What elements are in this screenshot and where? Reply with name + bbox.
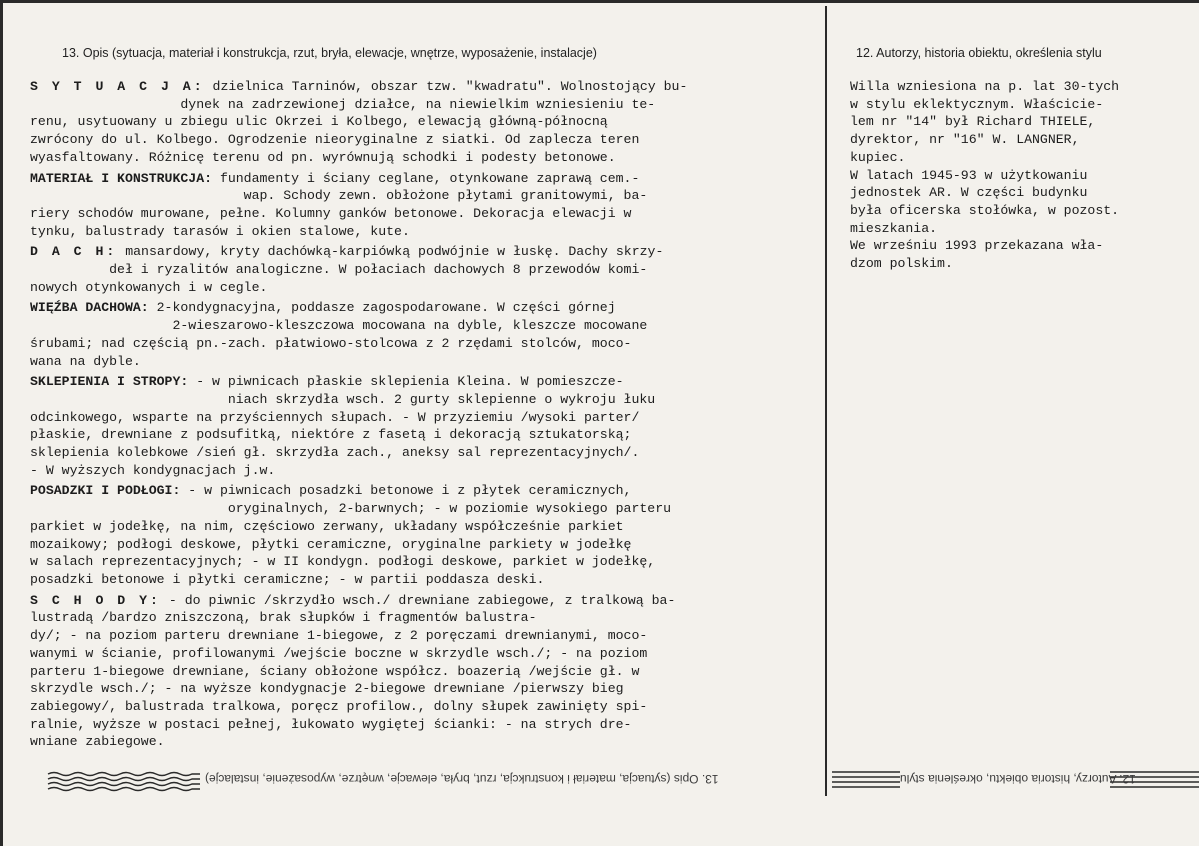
section-text: 2-wieszarowo-kleszczowa mocowana na dyble, kleszcze mocowane: [30, 318, 648, 334]
section-text: śrubami; nad częścią pn.-zach. płatwiowo-stolcowa z 2 rzędami stolców, moco-: [30, 335, 632, 351]
section-text: 2-kondygnacyjna, poddasze zagospodarowane. W części górnej: [148, 300, 616, 316]
history-line: We wrześniu 1993 przekazana wła-: [850, 238, 1104, 254]
history-line: dyrektor, nr "16" W. LANGNER,: [850, 132, 1080, 148]
card-footer: [0, 768, 1199, 796]
section-line: [30, 592, 820, 610]
section-text: lustradą /bardzo zniszczoną, brak słupków i fragmentów balustra-: [30, 610, 537, 626]
section-line: [30, 391, 820, 409]
section-line: [30, 205, 820, 223]
section-label: D A C H:: [30, 244, 118, 260]
section-line: [30, 426, 820, 444]
section-text: deł i ryzalitów analogiczne. W połaciach dachowych 8 przewodów komi-: [30, 262, 648, 278]
section-line: [30, 518, 820, 536]
section-block: [30, 243, 820, 296]
section-line: [30, 223, 820, 241]
section-block: [30, 78, 820, 167]
section-label: SKLEPIENIA I STROPY:: [30, 374, 189, 390]
section-text: - w piwnicach posadzki betonowe i z płytek ceramicznych,: [180, 483, 632, 499]
section-block: [30, 482, 820, 588]
section-line: [30, 536, 820, 554]
section-block: [30, 373, 820, 479]
section-text: riery schodów murowane, pełne. Kolumny ganków betonowe. Dekoracja elewacji w: [30, 205, 632, 221]
section-line: [30, 500, 820, 518]
history-line: lem nr "14" był Richard THIELE,: [850, 114, 1096, 130]
section-line: [30, 187, 820, 205]
section-line: [30, 113, 820, 131]
section-text: skrzydle wsch./; - na wyższe kondygnacje 2-biegowe drewniane /pierwszy bieg: [30, 681, 624, 697]
section-text: w salach reprezentacyjnych; - w II kondygn. podłogi deskowe, parkiet w jodełkę,: [30, 554, 656, 570]
section-line: [30, 131, 820, 149]
section-text: - w piwnicach płaskie sklepienia Kleina. W pomieszcze-: [188, 374, 624, 390]
section-line: [30, 335, 820, 353]
section-label: POSADZKI I PODŁOGI:: [30, 483, 181, 499]
description-column-header: 13. Opis (sytuacja, materiał i konstrukcja, rzut, bryła, elewacje, wnętrze, wyposażenie, instalacje): [62, 46, 597, 60]
section-line: [30, 571, 820, 589]
history-line: jednostek AR. W części budynku: [850, 185, 1088, 201]
section-line: [30, 279, 820, 297]
section-text: - W wyższych kondygnacjach j.w.: [30, 462, 276, 478]
section-text: wap. Schody zewn. obłożone płytami granitowymi, ba-: [30, 188, 648, 204]
section-label: S C H O D Y:: [30, 592, 161, 608]
history-line: mieszkania.: [850, 220, 938, 236]
section-text: dzielnica Tarninów, obszar tzw. "kwadratu". Wolnostojący bu-: [204, 79, 688, 94]
section-text: posadzki betonowe i płytki ceramiczne; - w partii poddasza deski.: [30, 571, 545, 587]
section-block: [30, 170, 820, 241]
section-text: niach skrzydła wsch. 2 gurty sklepienne o wykroju łuku: [30, 391, 656, 407]
section-text: wniane zabiegowe.: [30, 734, 165, 750]
section-line: [30, 609, 820, 627]
section-text: odcinkowego, wsparte na przyściennych słupach. - W przyziemiu /wysoki parter/: [30, 409, 640, 425]
section-line: [30, 261, 820, 279]
section-text: płaskie, drewniane z podsufitką, niektóre z fasetą i dekoracją sztukatorską;: [30, 427, 632, 443]
section-line: [30, 698, 820, 716]
section-text: zwrócony do ul. Kolbego. Ogrodzenie nieoryginalne z siatki. Od zaplecza teren: [30, 132, 640, 148]
section-text: wanymi w ścianie, profilowanymi /wejście boczne w skrzydle wsch./; - na poziom: [30, 645, 648, 661]
section-text: - do piwnic /skrzydło wsch./ drewniane zabiegowe, z tralkową ba-: [160, 592, 676, 608]
section-text: wyasfaltowany. Różnicę terenu od pn. wyrównują schodki i podesty betonowe.: [30, 149, 616, 165]
left-border: [0, 0, 3, 846]
section-line: [30, 353, 820, 371]
section-text: dynek na zadrzewionej działce, na niewielkim wzniesieniu te-: [30, 96, 656, 112]
section-text: tynku, balustrady tarasów i okien stalowe, kute.: [30, 223, 410, 239]
section-line: [30, 444, 820, 462]
history-line: Willa wzniesiona na p. lat 30-tych: [850, 79, 1120, 94]
history-line: w stylu eklektycznym. Właściciе-: [850, 96, 1104, 112]
section-text: wana na dyble.: [30, 353, 141, 369]
section-text: dy/; - na poziom parteru drewniane 1-biegowe, z 2 poręczami drewnianymi, moco-: [30, 628, 648, 644]
section-line: [30, 482, 820, 500]
section-text: ralnie, wyższe w postaci pełnej, łukowato wygiętej ścianki: - na strych dre-: [30, 716, 632, 732]
section-text: fundamenty i ściany ceglane, otynkowane zaprawą cem.-: [212, 170, 640, 186]
top-border: [0, 0, 1199, 3]
description-body: [30, 78, 820, 754]
section-text: oryginalnych, 2-barwnych; - w poziomie wysokiego parteru: [30, 501, 672, 517]
section-text: renu, usytuowany u zbiegu ulic Okrzei i Kolbego, elewacją główną-północną: [30, 114, 608, 130]
section-line: [30, 299, 820, 317]
section-line: [30, 149, 820, 167]
section-line: [30, 716, 820, 734]
section-text: parteru 1-biegowe drewniane, ściany obłożone współcz. boazerią /wejście gł. w: [30, 663, 640, 679]
section-line: [30, 645, 820, 663]
section-line: [30, 627, 820, 645]
section-label: S Y T U A C J A:: [30, 79, 205, 94]
section-text: nowych otynkowanych i w cegle.: [30, 279, 268, 295]
section-line: [30, 78, 820, 96]
section-line: [30, 553, 820, 571]
section-line: [30, 409, 820, 427]
history-line: była oficerska stołówka, w pozost.: [850, 202, 1120, 218]
history-line: kupiec.: [850, 149, 906, 165]
section-text: mozaikowy; podłogi deskowe, płytki ceramiczne, oryginalne parkiety w jodełkę: [30, 536, 632, 552]
section-label: WIĘŹBA DACHOWA:: [30, 300, 149, 316]
section-line: [30, 96, 820, 114]
footer-mirrored-label-right: 12. Autorzy, historia obiektu, określenia stylu: [900, 772, 1136, 786]
section-line: [30, 733, 820, 751]
section-label: MATERIAŁ I KONSTRUKCJA:: [30, 170, 213, 186]
section-line: [30, 373, 820, 391]
section-block: [30, 299, 820, 370]
section-line: [30, 170, 820, 188]
section-line: [30, 462, 820, 480]
section-text: parkiet w jodełkę, na nim, częściowo zerwany, układany współcześnie parkiet: [30, 518, 624, 534]
history-body: [850, 78, 1195, 273]
authors-column-header: 12. Autorzy, historia obiektu, określenia stylu: [856, 46, 1102, 60]
footer-mirrored-label-left: 13. Opis (sytuacja, materiał i konstrukcja, rzut, bryła, elewacje, wnętrze, wyposażenie, instalacje): [205, 772, 719, 786]
section-block: [30, 592, 820, 751]
section-line: [30, 317, 820, 335]
section-line: [30, 680, 820, 698]
section-line: [30, 663, 820, 681]
section-text: zabiegowy/, balustrada tralkowa, poręcz profilow., dolny słupek zawinięty spi-: [30, 698, 648, 714]
history-line: dzom polskim.: [850, 256, 953, 272]
section-line: [30, 243, 820, 261]
history-line: W latach 1945-93 w użytkowaniu: [850, 167, 1088, 183]
section-text: mansardowy, kryty dachówką-karpiówką podwójnie w łuskę. Dachy skrzy-: [117, 244, 664, 260]
column-divider: [825, 6, 827, 768]
section-text: sklepienia kolebkowe /sień gł. skrzydła zach., aneksy sal reprezentacyjnych/.: [30, 445, 640, 461]
